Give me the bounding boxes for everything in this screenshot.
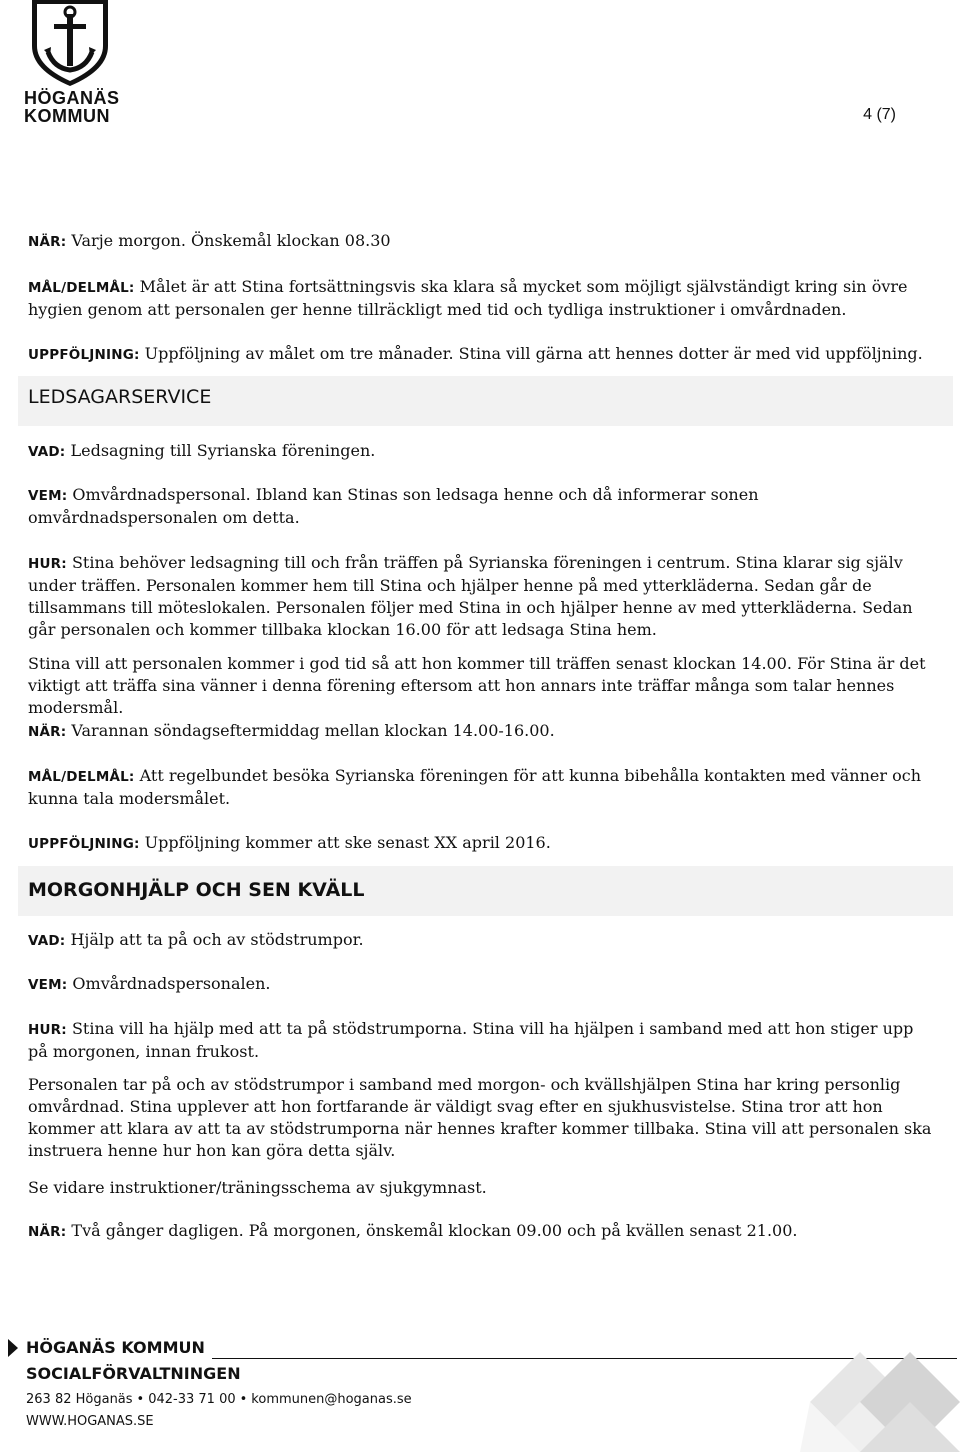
footer-address: 263 82 Höganäs	[26, 1392, 133, 1407]
vad-paragraph	[28, 440, 933, 463]
mal-label: MÅL/DELMÅL:	[28, 280, 135, 296]
page-number: 4 (7)	[863, 106, 896, 123]
ledsagar-mal	[28, 765, 933, 810]
upp-label-2: UPPFÖLJNING:	[28, 836, 140, 852]
ledsagar-upp	[28, 832, 933, 855]
bullet-icon: •	[136, 1392, 145, 1407]
ledsagar-extra	[28, 653, 933, 719]
vad-label-2: VAD:	[28, 933, 66, 949]
anchor-crest-icon	[20, 0, 120, 86]
vad-text: Ledsagning till Syrianska föreningen.	[65, 441, 376, 460]
vem-text-2: Omvårdnadspersonalen.	[67, 974, 271, 993]
vad-label: VAD:	[28, 444, 66, 460]
ledsagar-nar	[28, 720, 933, 743]
logo-line2: KOMMUN	[24, 106, 110, 126]
section-heading-morgonhjalp: MORGONHJÄLP OCH SEN KVÄLL	[18, 866, 953, 916]
logo-line1: HÖGANÄS	[24, 88, 120, 108]
morgon-hur	[28, 1018, 933, 1063]
mal-text-2: Att regelbundet besöka Syrianska föreningen för att kunna bibehålla kontakten med vänner och kunna tala modersmålet.	[28, 766, 921, 808]
ledsagar-hur	[28, 552, 933, 641]
morgon-vad	[28, 929, 933, 952]
mal-label-2: MÅL/DELMÅL:	[28, 769, 135, 785]
vem-text: Omvårdnadspersonal. Ibland kan Stinas son ledsaga henne och då informerar sonen omvårdnadspersonalen om detta.	[28, 485, 759, 527]
mal-paragraph-2	[28, 765, 933, 810]
footer-triangle-pattern-icon	[800, 1352, 960, 1452]
extra-paragraph-3: Se vidare instruktioner/träningsschema av sjukgymnast.	[28, 1178, 487, 1197]
extra-paragraph-2: Personalen tar på och av stödstrumpor i samband med morgon- och kvällshjälpen Stina har kring personlig omvårdnad. Stina upplever att hon fortfarande är väldigt svag efter en sjukhusvistelse. Stina tror att hon kommer att klara av att ta av stödstrumporna när hennes krafter kommer tillbaka. Stina vill att personalen ska instruera henne hur hon kan göra detta själv.	[28, 1075, 932, 1160]
footer-dept: SOCIALFÖRVALTNINGEN	[26, 1364, 241, 1383]
bullet-icon: •	[239, 1392, 248, 1407]
upp-text: Uppföljning av målet om tre månader. Stina vill gärna att hennes dotter är med vid uppföljning.	[139, 344, 923, 363]
mal-paragraph	[28, 276, 933, 321]
vem-paragraph	[28, 484, 933, 529]
nar-label-2: NÄR:	[28, 724, 67, 740]
vem-label-2: VEM:	[28, 977, 68, 993]
upp-paragraph	[28, 343, 933, 366]
ledsagar-vad	[28, 440, 933, 463]
hur-text: Stina behöver ledsagning till och från träffen på Syrianska föreningen i centrum. Stina klarar sig själv under träffen. Personalen kommer hem till Stina och hjälper henne på med ytterkläderna. Sedan går de tillsammans till möteslokalen. Personalen följer med Stina in och hjälper henne av med ytterkläderna. Sedan går personalen och kommer tillbaka klockan 16.00 för att ledsaga Stina hem.	[28, 553, 913, 639]
hur-text-2: Stina vill ha hjälp med att ta på stödstrumporna. Stina vill ha hjälpen i samband med att hon stiger upp på morgonen, innan frukost.	[28, 1019, 914, 1061]
content-block1	[28, 230, 933, 253]
vad-paragraph-2	[28, 929, 933, 952]
extra-paragraph: Stina vill att personalen kommer i god tid så att hon kommer till träffen senast klockan 14.00. För Stina är det viktigt att träffa sina vänner i denna förening eftersom att hon annars inte träffar många som talar hennes modersmål.	[28, 654, 926, 717]
footer-email[interactable]: kommunen@hoganas.se	[251, 1392, 412, 1407]
footer-arrow-icon	[6, 1339, 20, 1357]
nar-label: NÄR:	[28, 234, 67, 250]
footer-web[interactable]: WWW.HOGANAS.SE	[26, 1414, 154, 1429]
hur-label: HUR:	[28, 556, 67, 572]
morgon-nar	[28, 1220, 933, 1243]
hur-paragraph-2	[28, 1018, 933, 1063]
morgon-vem	[28, 973, 933, 996]
morgon-extra1	[28, 1074, 933, 1162]
section-heading-ledsagarservice: LEDSAGARSERVICE	[18, 376, 953, 426]
hur-label-2: HUR:	[28, 1022, 67, 1038]
upp-label: UPPFÖLJNING:	[28, 347, 140, 363]
morgon-extra2	[28, 1177, 933, 1199]
ledsagar-vem	[28, 484, 933, 529]
mal-text: Målet är att Stina fortsättningsvis ska klara så mycket som möjligt självständigt kring sin övre hygien genom att personalen ger henne tillräckligt med tid och tydliga instruktioner i omvårdnaden.	[28, 277, 908, 319]
vem-paragraph-2	[28, 973, 933, 996]
nar-paragraph-3	[28, 1220, 933, 1243]
nar-paragraph	[28, 230, 933, 253]
content-upp	[28, 343, 933, 366]
upp-text-2: Uppföljning kommer att ske senast XX april 2016.	[139, 833, 551, 852]
hur-paragraph	[28, 552, 933, 641]
vem-label: VEM:	[28, 488, 68, 504]
logo-wordmark	[24, 89, 120, 125]
nar-text: Varje morgon. Önskemål klockan 08.30	[66, 231, 391, 250]
nar-text-2: Varannan söndagseftermiddag mellan klockan 14.00-16.00.	[66, 721, 555, 740]
nar-paragraph-2	[28, 720, 933, 743]
vad-text-2: Hjälp att ta på och av stödstrumpor.	[65, 930, 364, 949]
nar-text-3: Två gånger dagligen. På morgonen, önskemål klockan 09.00 och på kvällen senast 21.00.	[66, 1221, 798, 1240]
footer-phone[interactable]: 042-33 71 00	[148, 1392, 236, 1407]
upp-paragraph-2	[28, 832, 933, 855]
footer-org: HÖGANÄS KOMMUN	[26, 1338, 205, 1357]
footer-contact	[26, 1392, 412, 1407]
nar-label-3: NÄR:	[28, 1224, 67, 1240]
content-mal	[28, 276, 933, 321]
